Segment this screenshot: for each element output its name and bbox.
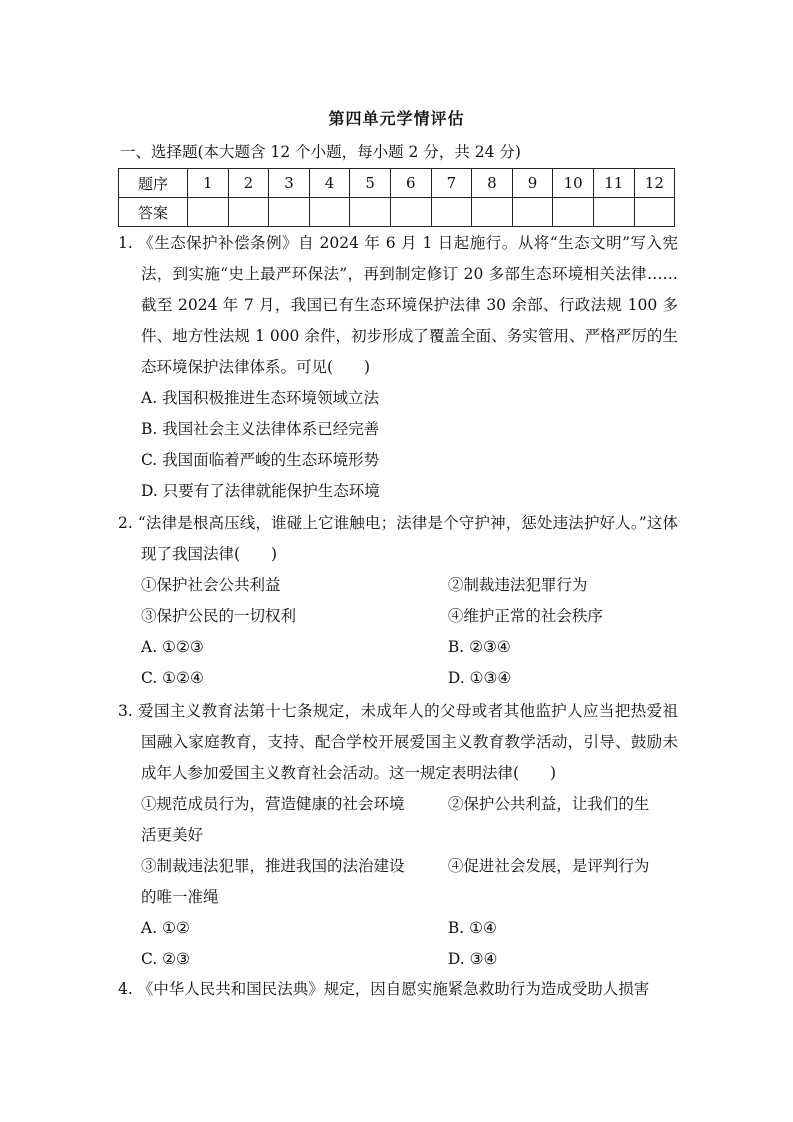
statement-4: ④促进社会发展，是评判行为 [447, 857, 650, 875]
statement-3: ③保护公民的一切权利 [141, 607, 297, 625]
option-row [118, 913, 678, 944]
option-d: D. 只要有了法律就能保护生态环境 [141, 482, 380, 500]
answer-cell[interactable] [390, 198, 431, 227]
table-cell: 2 [228, 169, 269, 198]
option-d: D. ③④ [447, 950, 498, 968]
table-row-answer [119, 198, 675, 227]
option-b: B. ①④ [447, 919, 497, 937]
table-cell: 3 [269, 169, 310, 198]
page-title: 第四单元学情评估 [328, 109, 465, 128]
table-row-number [119, 169, 675, 198]
question-stem: 3. 爱国主义教育法第十七条规定，未成年人的父母或者其他监护人应当把热爱祖国融入家庭教育，支持、配合学校开展爱国主义教育教学活动，引导、鼓励未成年人参加爱国主义教育社会活动。这一规定表明法律( ) [118, 702, 678, 782]
table-cell: 9 [512, 169, 553, 198]
question-1 [118, 228, 678, 507]
statement-4-continued: 的唯一准绳 [141, 888, 219, 906]
answer-table [118, 168, 675, 227]
statement-2: ②制裁违法犯罪行为 [447, 576, 588, 594]
answer-cell[interactable] [472, 198, 513, 227]
statement-1: ①保护社会公共利益 [141, 576, 281, 594]
answer-cell[interactable] [593, 198, 634, 227]
statement-row [118, 570, 678, 601]
question-stem: 2. “法律是根高压线，谁碰上它谁触电；法律是个守护神，惩处违法护好人。”这体现了我国法律( ) [118, 514, 678, 563]
table-header-cell: 答案 [119, 198, 188, 227]
table-cell: 11 [593, 169, 634, 198]
answer-cell[interactable] [269, 198, 310, 227]
statement-row [118, 851, 678, 882]
statement-4: ④维护正常的社会秩序 [447, 607, 603, 625]
option-a: A. ①②③ [141, 638, 204, 656]
question-3 [118, 696, 678, 975]
statement-1: ①规范成员行为，营造健康的社会环境 [141, 795, 405, 813]
table-cell: 8 [472, 169, 513, 198]
statement-row [118, 601, 678, 632]
statement-2-continued: 活更美好 [141, 826, 204, 844]
option-b: B. 我国社会主义法律体系已经完善 [141, 420, 380, 438]
option-b: B. ②③④ [447, 638, 511, 656]
answer-cell[interactable] [431, 198, 472, 227]
question-4 [118, 974, 678, 1005]
table-cell: 6 [390, 169, 431, 198]
question-2 [118, 508, 678, 694]
statement-row [118, 789, 678, 820]
option-c: C. ①②④ [141, 669, 204, 687]
answer-cell[interactable] [228, 198, 269, 227]
table-cell: 4 [309, 169, 350, 198]
answer-cell[interactable] [350, 198, 391, 227]
table-cell: 10 [553, 169, 594, 198]
question-stem: 4. 《中华人民共和国民法典》规定，因自愿实施紧急救助行为造成受助人损害 [118, 980, 650, 998]
answer-cell[interactable] [188, 198, 229, 227]
table-cell: 7 [431, 169, 472, 198]
table-header-cell: 题序 [119, 169, 188, 198]
table-cell: 1 [188, 169, 229, 198]
option-d: D. ①③④ [447, 669, 512, 687]
section-heading: 一、选择题(本大题含 12 个小题，每小题 2 分，共 24 分) [120, 143, 521, 161]
table-cell: 5 [350, 169, 391, 198]
answer-cell[interactable] [512, 198, 553, 227]
table-cell: 12 [634, 169, 675, 198]
option-row [118, 944, 678, 975]
answer-cell[interactable] [309, 198, 350, 227]
option-a: A. ①② [141, 919, 190, 937]
answer-cell[interactable] [634, 198, 675, 227]
option-row [118, 632, 678, 663]
option-c: C. 我国面临着严峻的生态环境形势 [141, 451, 380, 469]
answer-cell[interactable] [553, 198, 594, 227]
statement-2: ②保护公共利益，让我们的生 [447, 795, 650, 813]
question-stem: 1. 《生态保护补偿条例》自 2024 年 6 月 1 日起施行。从将“生态文明”写入宪法，到实施“史上最严环保法”，再到制定修订 20 多部生态环境相关法律……截至 2024 年 7 月，我国已有生态环境保护法律 30 余部、行政法规 100 多件、地方性法规 1 000 余件，初步形成了覆盖全面、务实管用、严格严厉的生态环境保护法律体系。可见( ) [118, 234, 678, 376]
option-c: C. ②③ [141, 950, 190, 968]
option-row [118, 663, 678, 694]
statement-3: ③制裁违法犯罪，推进我国的法治建设 [141, 857, 405, 875]
option-a: A. 我国积极推进生态环境领域立法 [141, 389, 380, 407]
